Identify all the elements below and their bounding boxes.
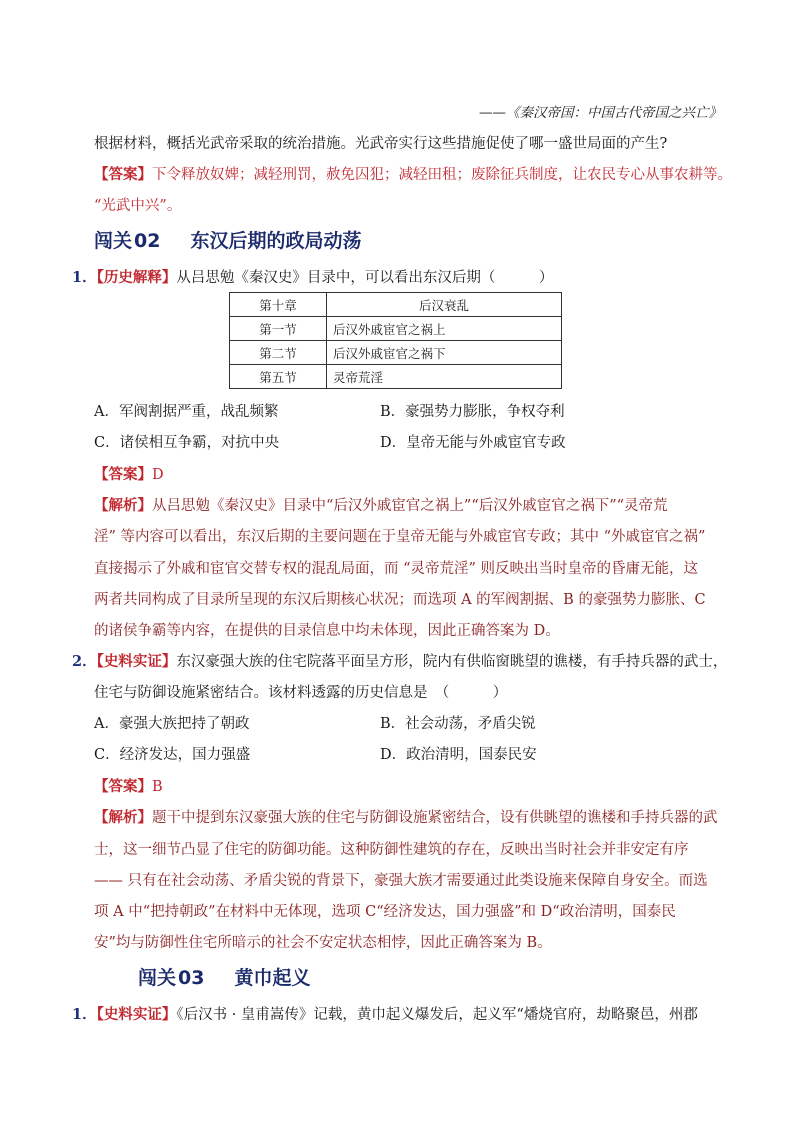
option-c: C．经济发达，国力强盛: [94, 747, 251, 763]
analysis-text: 士，这一细节凸显了住宅的防御功能。这种防御性建筑的存在，反映出当时社会并非安定有序: [94, 842, 689, 858]
answer-text-2: “光武中兴”。: [94, 198, 182, 214]
table-cell: 第一节: [230, 317, 327, 341]
section-label: 闯关: [138, 967, 177, 989]
table-cell: 后汉外戚宦官之祸上: [327, 317, 562, 341]
table-row: [230, 341, 562, 365]
question-stem: 从吕思勉《秦汉史》目录中，可以看出东汉后期（ ）: [176, 270, 554, 286]
question-stem: 东汉豪强大族的住宅院落平面呈方形，院内有供临窗眺望的谯楼，有手持兵器的武士，: [176, 654, 728, 670]
question-number: 2．: [72, 653, 97, 670]
answer-line: [94, 777, 163, 797]
section-heading-03: [138, 965, 310, 991]
option-d: D．政治清明，国泰民安: [380, 747, 537, 763]
answer-tag: 【答案】: [94, 778, 152, 795]
answer-value: D: [152, 467, 164, 483]
analysis-text: 的诸侯争霸等内容，在提供的目录信息中均未体现，因此正确答案为 D。: [94, 623, 560, 639]
option-d: D．皇帝无能与外戚宦官专政: [380, 435, 566, 451]
analysis-text: 淫” 等内容可以看出，东汉后期的主要问题在于皇帝无能与外戚宦官专政；其中 “外戚宦官之祸”: [94, 529, 706, 545]
option-c: C．诸侯相互争霸，对抗中央: [94, 435, 280, 451]
table-cell: 后汉外戚宦官之祸下: [327, 341, 562, 365]
analysis-text: —— 只有在社会动荡、矛盾尖锐的背景下，豪强大族才需要通过此类设施来保障自身安全。而选: [94, 873, 708, 889]
question-number: 1．: [72, 1006, 97, 1023]
question-stem: 住宅与防御设施紧密结合。该材料透露的历史信息是 （ ）: [94, 685, 508, 701]
table-row: [230, 317, 562, 341]
section-title: 东汉后期的政局动荡: [190, 230, 362, 252]
table-row: [230, 293, 562, 317]
toc-table: [229, 292, 562, 389]
option-a: A．军阀割据严重，战乱频繁: [94, 404, 279, 420]
table-cell: 第五节: [230, 365, 327, 389]
answer-text: 下令释放奴婢；减轻刑罚，赦免囚犯；减轻田租；废除征兵制度，让农民专心从事农耕等。: [152, 167, 732, 183]
question-tag: 【史料实证】: [96, 653, 177, 670]
analysis-tag: 【解析】: [94, 809, 152, 826]
section-number: 02: [134, 230, 161, 252]
table-row: [230, 365, 562, 389]
table-cell: 第十章: [230, 293, 327, 317]
option-b: B．豪强势力膨胀，争权夺利: [380, 404, 565, 420]
analysis-line: [94, 496, 668, 516]
option-a: A．豪强大族把持了朝政: [94, 716, 250, 732]
question-1-stem: [72, 268, 553, 288]
section-title: 黄巾起义: [234, 967, 311, 989]
question-tag: 【史料实证】: [96, 1006, 177, 1023]
answer-line: [94, 165, 732, 185]
analysis-text: 直接揭示了外戚和宦官交替专权的混乱局面，而 “灵帝荒淫” 则反映出当时皇帝的昏庸无能，这: [94, 561, 699, 577]
answer-tag: 【答案】: [94, 466, 152, 483]
answer-value: B: [152, 779, 163, 795]
table-cell: 灵帝荒淫: [327, 365, 562, 389]
question-text: 根据材料，概括光武帝采取的统治措施。光武帝实行这些措施促使了哪一盛世局面的产生?: [94, 136, 668, 152]
answer-line: [94, 465, 164, 485]
material-source: ——《秦汉帝国：中国古代帝国之兴亡》: [479, 105, 722, 121]
option-b: B．社会动荡，矛盾尖锐: [380, 716, 536, 732]
question-tag: 【历史解释】: [96, 269, 177, 286]
analysis-text: 题干中提到东汉豪强大族的住宅与防御设施紧密结合，设有供眺望的谯楼和手持兵器的武: [152, 810, 718, 826]
analysis-text: 从吕思勉《秦汉史》目录中“后汉外戚宦官之祸上”“后汉外戚宦官之祸下”“灵帝荒: [152, 498, 668, 514]
section-label: 闯关: [94, 230, 133, 252]
analysis-text: 安”均与防御性住宅所暗示的社会不安定状态相悖，因此正确答案为 B。: [94, 935, 552, 951]
question-3-stem: [72, 1005, 698, 1025]
table-cell: 第二节: [230, 341, 327, 365]
analysis-text: 项 A 中“把持朝政”在材料中无体现，选项 C“经济发达，国力强盛”和 D“政治清明，国泰民: [94, 904, 676, 920]
question-number: 1．: [72, 269, 97, 286]
analysis-line: [94, 808, 718, 828]
analysis-tag: 【解析】: [94, 497, 152, 514]
analysis-text: 两者共同构成了目录所呈现的东汉后期核心状况；而选项 A 的军阀割据、B 的豪强势力膨胀、C: [94, 592, 706, 608]
question-stem: 《后汉书 · 皇甫嵩传》记载，黄巾起义爆发后，起义军“燔烧官府，劫略聚邑，州郡: [176, 1007, 698, 1023]
section-heading-02: [94, 228, 361, 254]
answer-tag: 【答案】: [94, 166, 152, 183]
section-number: 03: [178, 967, 205, 989]
question-2-stem: [72, 652, 727, 672]
table-cell: 后汉衰乱: [327, 293, 562, 317]
